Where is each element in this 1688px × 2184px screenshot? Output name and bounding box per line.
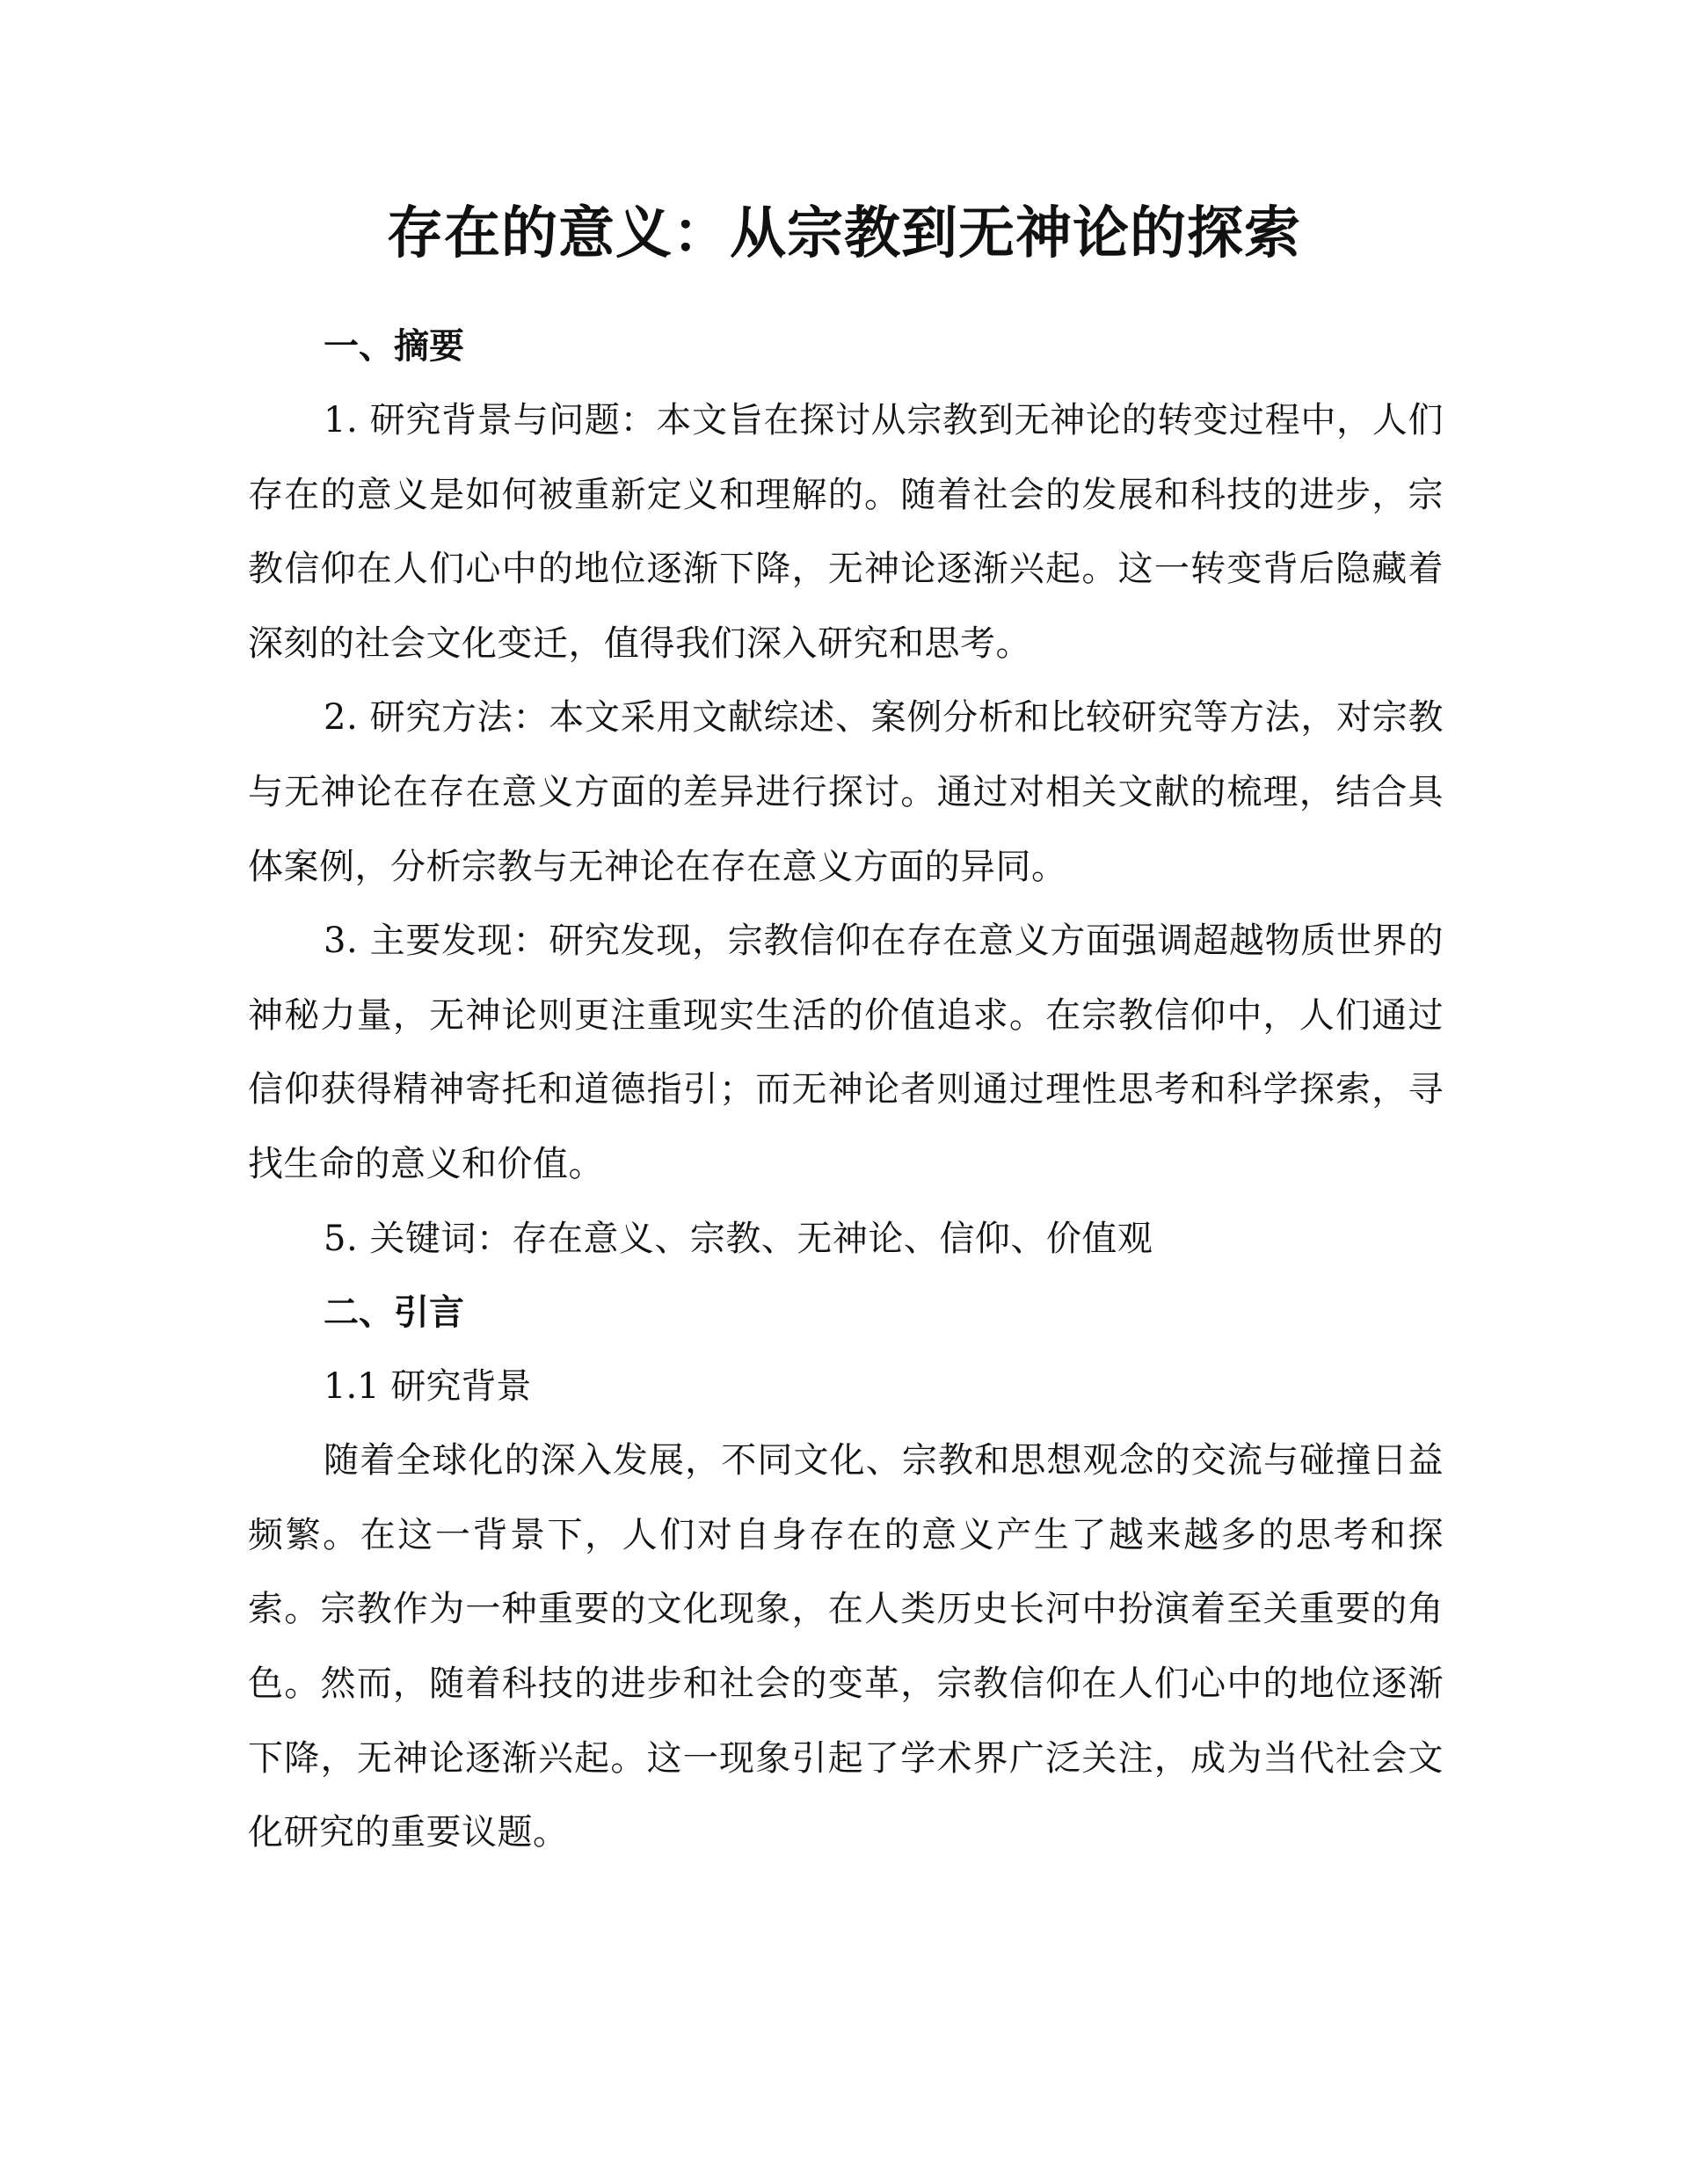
section-heading-abstract: 一、摘要 [324,326,464,367]
introduction-paragraph: 随着全球化的深入发展，不同文化、宗教和思想观念的交流与碰撞日益频繁。在这一背景下，人们对自身存在的意义产生了越来越多的思考和探索。宗教作为一种重要的文化现象，在人类历史长河中扮演着至关重要的角色。然而，随着科技的进步和社会的变革，宗教信仰在人们心中的地位逐渐下降，无神论逐渐兴起。这一现象引起了学术界广泛关注，成为当代社会文化研究的重要议题。 [248,1440,1444,1853]
document-title: 存在的意义：从宗教到无神论的探索 [387,201,1301,266]
section-heading-introduction: 二、引言 [324,1292,464,1334]
subsection-heading-background: 1.1 研究背景 [324,1366,532,1408]
abstract-paragraph-method: 2. 研究方法：本文采用文献综述、案例分析和比较研究等方法，对宗教与无神论在存在意义方面的差异进行探讨。通过对相关文献的梳理，结合具体案例，分析宗教与无神论在存在意义方面的异同。 [248,697,1444,887]
abstract-paragraph-keywords: 5. 关键词：存在意义、宗教、无神论、信仰、价值观 [324,1218,1153,1259]
document-body [248,309,1444,1870]
abstract-paragraph-background: 1. 研究背景与问题：本文旨在探讨从宗教到无神论的转变过程中，人们存在的意义是如何被重新定义和理解的。随着社会的发展和科技的进步，宗教信仰在人们心中的地位逐渐下降，无神论逐渐兴起。这一转变背后隐藏着深刻的社会文化变迁，值得我们深入研究和思考。 [248,400,1444,664]
abstract-paragraph-findings: 3. 主要发现：研究发现，宗教信仰在存在意义方面强调超越物质世界的神秘力量，无神论则更注重现实生活的价值追求。在宗教信仰中，人们通过信仰获得精神寄托和道德指引；而无神论者则通过理性思考和科学探索，寻找生命的意义和价值。 [248,921,1444,1184]
